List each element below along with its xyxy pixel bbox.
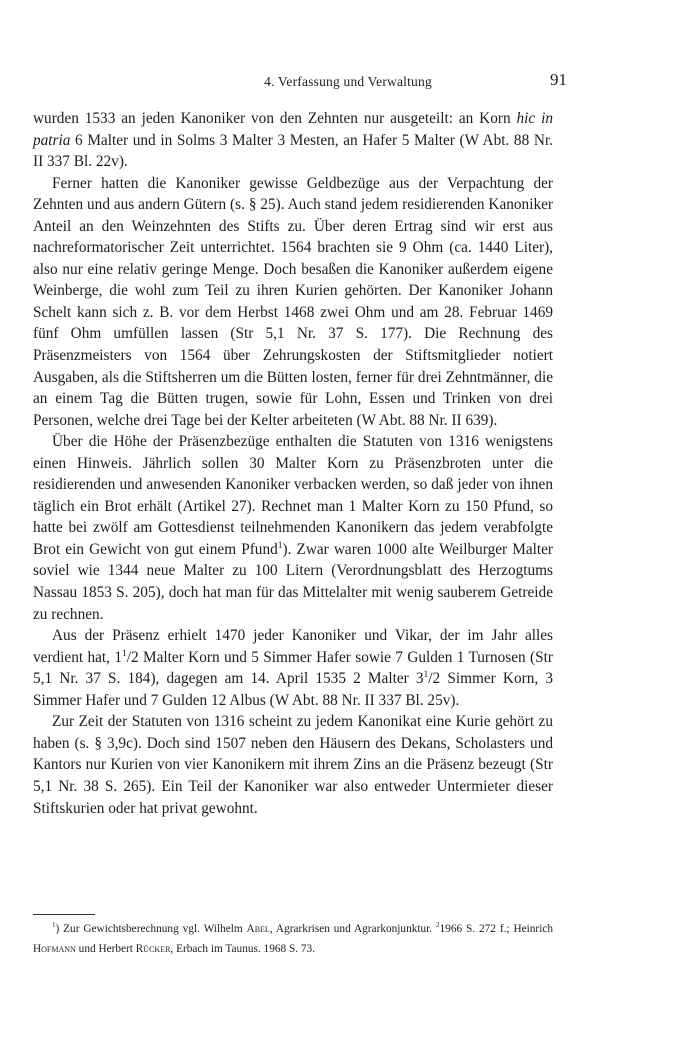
paragraph-1-text: wurden 1533 an jeden Kanoniker von den Zehnten nur ausgeteilt: an Korn — [33, 110, 517, 127]
paragraph-1-text-cont: 6 Malter und in Solms 3 Malter 3 Mesten, an Hafer 5 Malter (W Abt. 88 Nr. II 337 Bl. 22v). — [33, 131, 553, 171]
footnote-author: Abel — [246, 923, 270, 935]
page-number: 91 — [550, 70, 567, 89]
footnote-text: , Agrarkrisen und Agrarkonjunktur. — [269, 923, 437, 935]
paragraph-2: Ferner hatten die Kanoniker gewisse Geldbezüge aus der Verpachtung der Zehnten und aus andern Gütern (s. § 25). Auch stand jedem residierenden Kanoniker Anteil an den Weinzehnten des Stifts zu. Über deren Ertrag sind wir erst aus nachreformatorischer Zeit unterrichtet. 1564 brachten sie 9 Ohm (ca. 1440 Liter), also nur eine relativ geringe Menge. Doch besaßen die Kanoniker außerdem eigene Weinberge, die wohl zum Teil zu ihren Kurien gehörten. Der Kanoniker Johann Schelt kann sich z. B. vor dem Herbst 1468 zwei Ohm und am 28. Februar 1469 fünf Ohm umfüllen lassen (Str 5,1 Nr. 37 S. 177). Die Rechnung des Präsenzmeisters von 1564 über Zehrungskosten der Stiftsmitglieder notiert Ausgaben, als die Stiftsherren um die Bütten losten, ferner für drei Zehntmänner, die an einem Tag die Bütten trugen, sowie für Lohn, Essen und Trinken von drei Personen, welche drei Tage bei der Kelter arbeiteten (W Abt. 88 Nr. II 639). — [33, 174, 553, 429]
page-header — [33, 70, 663, 92]
paragraph-4 — [33, 625, 553, 711]
footnote-text: , Erbach im Taunus. 1968 S. 73. — [170, 942, 316, 955]
latin-phrase: hic in patria — [33, 110, 553, 149]
fraction-numerator: 1 — [423, 670, 429, 681]
fraction-numerator: 1 — [122, 648, 127, 659]
paragraph-3-text: Über die Höhe der Präsenzbezüge enthalten die Statuten von 1316 wenigstens einen Hinweis. Jährlich sollen 30 Malter Korn zu Präsenzbroten unter die residierenden und anwesenden Kanoniker verbacken werden, so daß jeder von ihnen täglich ein Brot erhält (Artikel 27). Rechnet man 1 Malter Korn zu 150 Pfund, so hatte bei zwölf am Gottesdienst teilnehmenden Kanonikern das jedem verabfolgte Brot ein Gewicht von gut einem Pfund — [33, 433, 553, 558]
paragraph-4-text-cont: Malter Korn und 5 Simmer Hafer sowie 7 Gulden 1 Turnosen (Str 5,1 Nr. 37 S. 184), dagegen am 14. April 1535 2 Malter 3 — [33, 648, 553, 688]
paragraph-3-text-cont: ). Zwar waren 1000 alte Weilburger Malter soviel wie 1344 neue Malter zu 100 Litern (Verordnungsblatt des Herzogtums Nassau 1853 S. 205), doch hat man für das Mittelalter mit wenig sauberem Getreide zu rechnen. — [33, 540, 553, 623]
paragraph-5: Zur Zeit der Statuten von 1316 scheint zu jedem Kanonikat eine Kurie gehört zu haben (s. § 3,9c). Doch sind 1507 neben den Häusern des Dekans, Scholasters und Kantors nur Kurien von vier Kanonikern mit ihrem Zins an die Präsenz bezeugt (Str 5,1 Nr. 38 S. 265). Ein Teil der Kanoniker war also entweder Untermieter dieser Stiftskurien oder hat privat gewohnt. — [33, 713, 553, 817]
running-title: 4. Verfassung und Verwaltung — [264, 74, 432, 89]
footnote-text: und Herbert — [75, 942, 136, 955]
body-text — [33, 108, 553, 819]
edition-number: 2 — [436, 921, 440, 930]
footnote-reference: 1 — [277, 540, 283, 551]
footnote-author: Hofmann — [33, 942, 76, 955]
footnote-1 — [33, 920, 553, 959]
paragraph-3 — [33, 431, 553, 625]
paragraph-4-text: Aus der Präsenz erhielt 1470 jeder Kanoniker und Vikar, der im Jahr alles verdient hat, 1 — [33, 627, 553, 666]
footnote-text: 1966 S. 272 f.; Heinrich — [439, 923, 553, 935]
footnote-mark: 1 — [52, 921, 56, 930]
fraction-denominator: /2 — [126, 648, 139, 666]
paragraph-4-text-end: Simmer Korn, 3 Simmer Hafer und 7 Gulden 12 Albus (W Abt. 88 Nr. II 337 Bl. 25v). — [33, 670, 553, 709]
footnote-author: Rücker — [135, 942, 171, 955]
footnote-text: ) Zur Gewichtsberechnung vgl. Wilhelm — [55, 923, 247, 935]
footnotes — [33, 920, 553, 959]
footnote-divider — [33, 914, 95, 915]
fraction-denominator: /2 — [428, 670, 441, 688]
paragraph-1 — [33, 108, 553, 173]
